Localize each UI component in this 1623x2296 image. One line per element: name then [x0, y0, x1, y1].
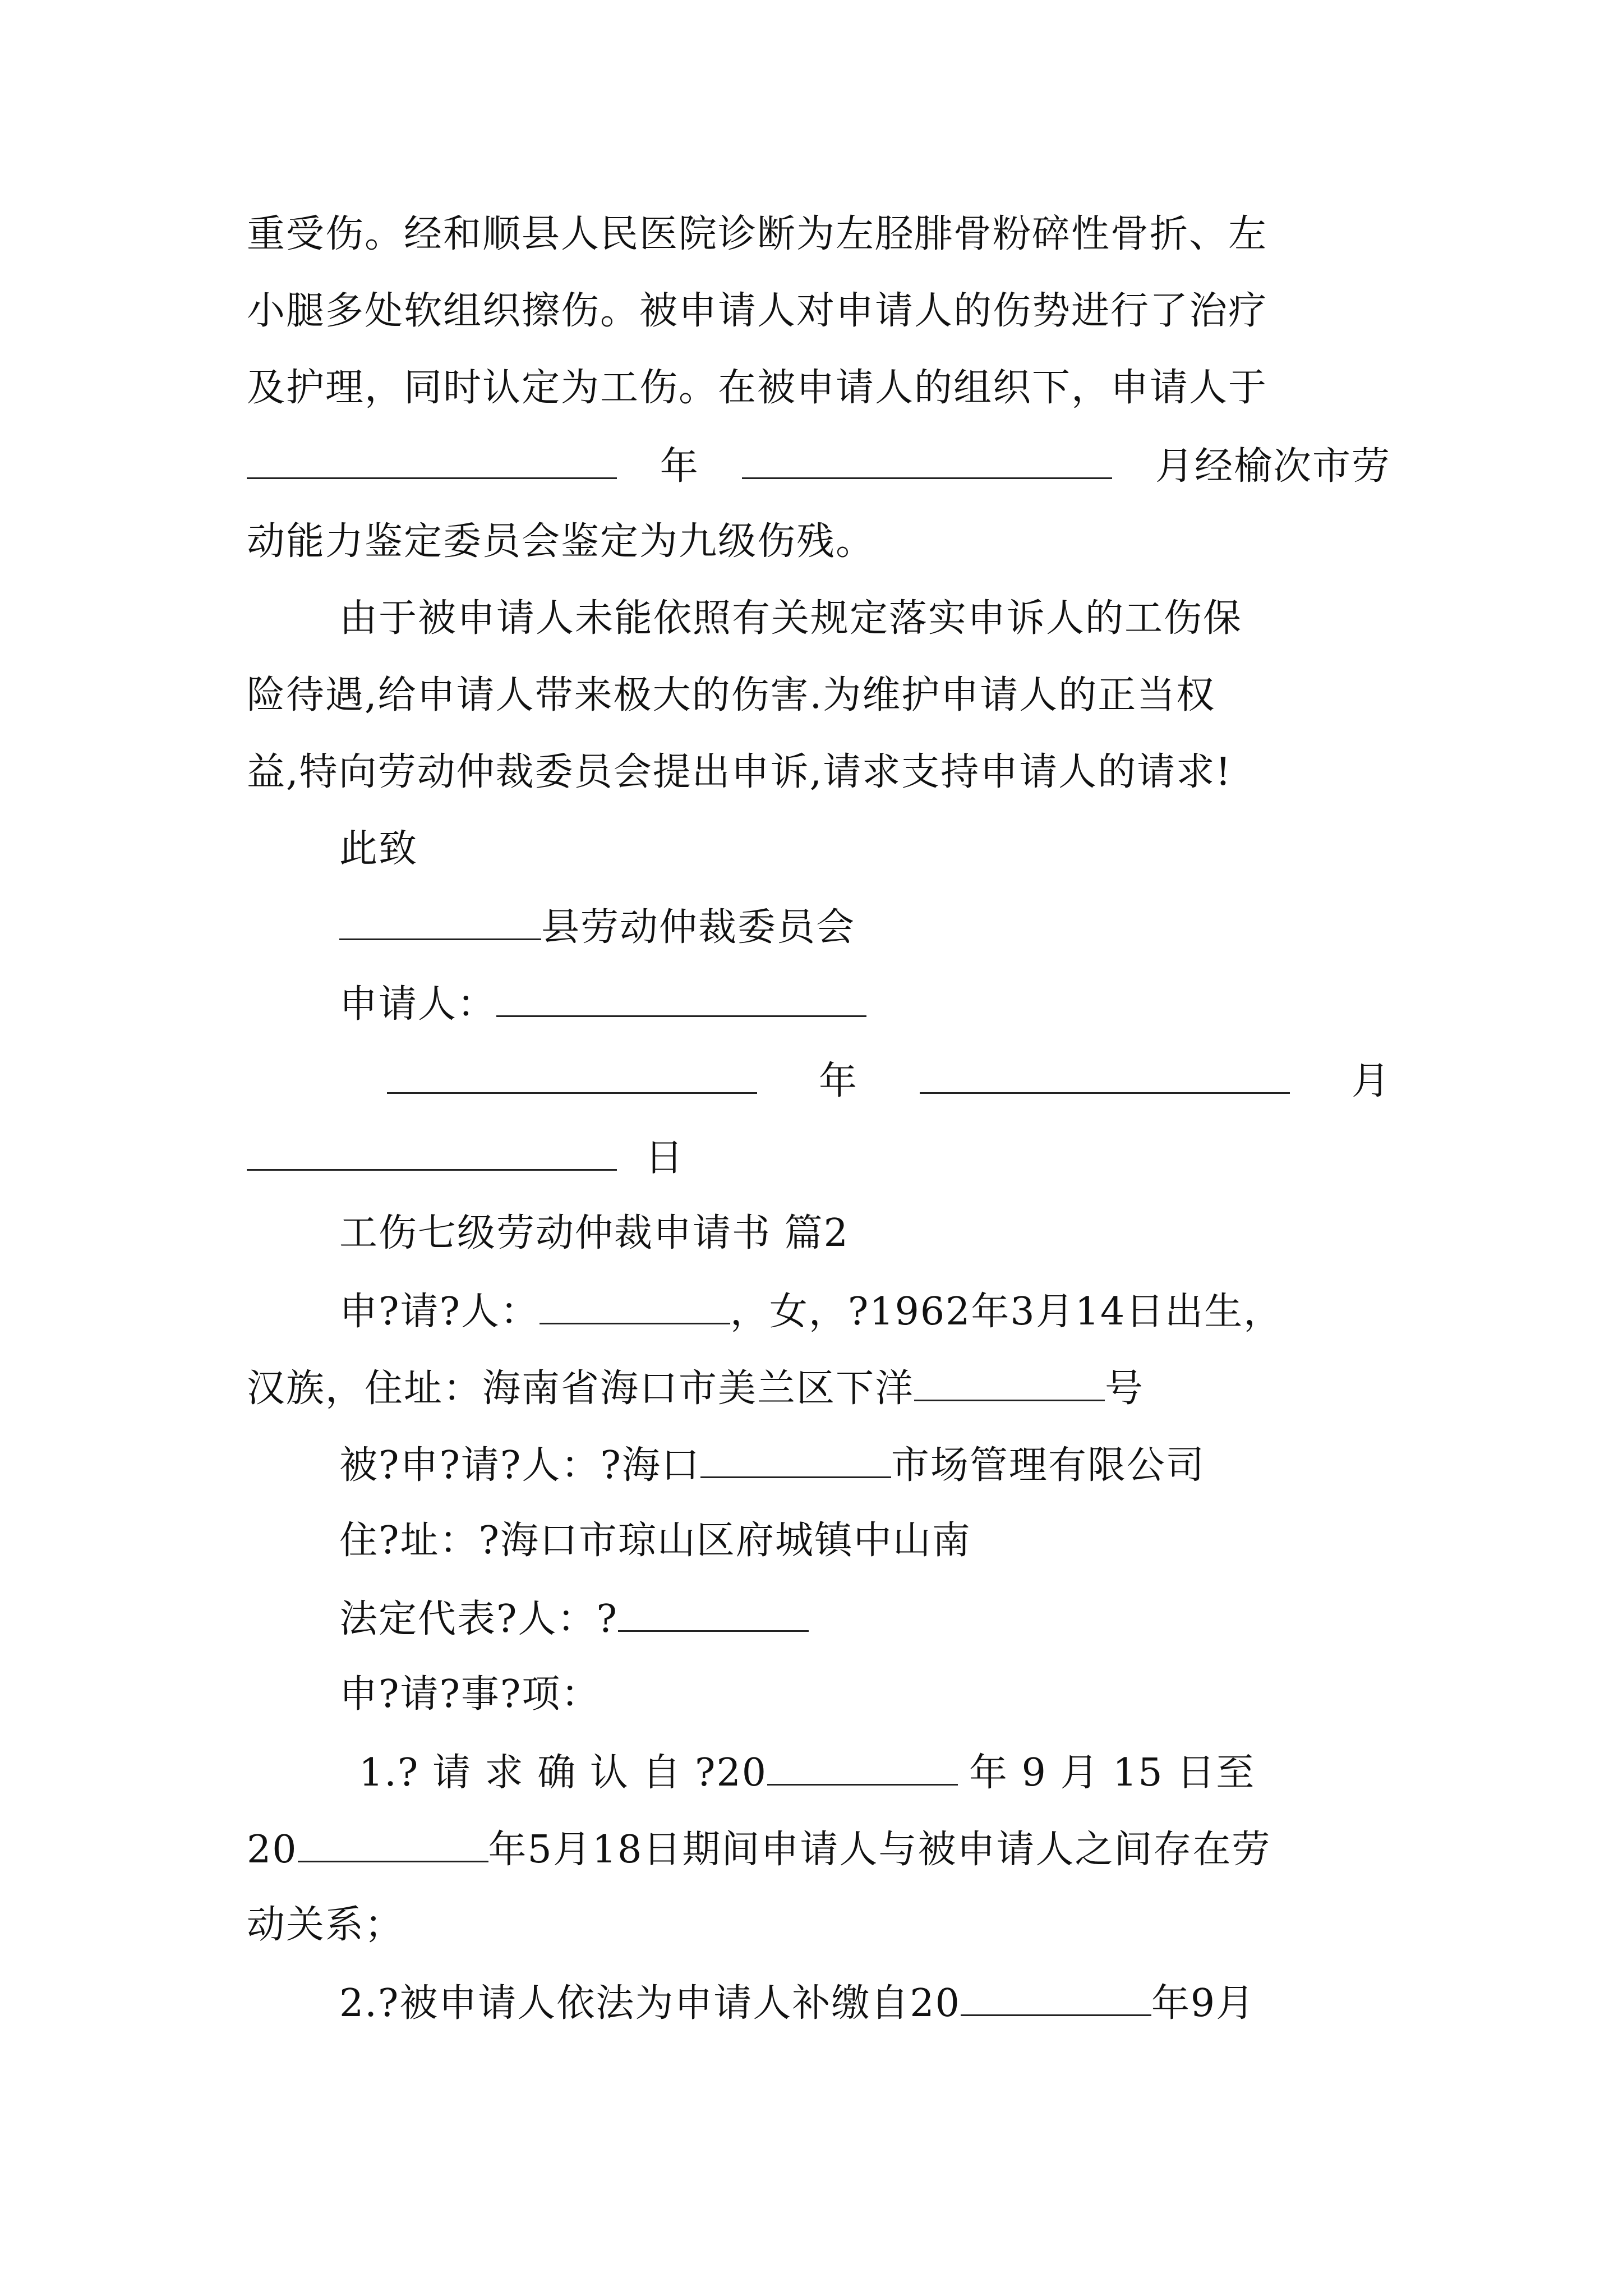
paragraph-line: 小腿多处软组织擦伤。被申请人对申请人的伤势进行了治疗 [247, 289, 1268, 333]
address-line [247, 1365, 1391, 1411]
text-segment: 被?申?请?人：?海口 [339, 1443, 700, 1488]
item-line [247, 1826, 1391, 1872]
blank-field [618, 1595, 809, 1632]
item-line [359, 1749, 1391, 1796]
month-label: 月 [1351, 1059, 1391, 1103]
blank-field [387, 1057, 757, 1094]
blank-field [339, 904, 541, 940]
date-line [387, 1057, 1391, 1104]
blank-field [700, 1442, 891, 1478]
item-line: 动关系； [247, 1903, 404, 1947]
salutation: 此致 [339, 827, 418, 871]
text-segment: 年 9 月 15 日至 [969, 1751, 1256, 1795]
text-segment: 市场管理有限公司 [891, 1443, 1205, 1488]
items-heading: 申?请?事?项： [339, 1672, 601, 1717]
blank-field [961, 1980, 1151, 2016]
blank-field [496, 981, 866, 1017]
blank-field [914, 1365, 1105, 1401]
blank-field [742, 443, 1112, 479]
legal-representative-line [339, 1595, 1391, 1642]
blank-field [247, 1134, 617, 1171]
year-label: 年 [660, 444, 699, 489]
text-segment: 法定代表?人：? [339, 1597, 618, 1641]
applicant-label: 申请人： [339, 982, 497, 1027]
addressee-line [339, 904, 1391, 950]
respondent-address: 住?址：?海口市琼山区府城镇中山南 [339, 1519, 971, 1563]
section-title: 工伤七级劳动仲裁申请书 篇2 [339, 1211, 849, 1255]
paragraph-line: 益,特向劳动仲裁委员会提出申诉,请求支持申请人的请求! [247, 750, 1232, 794]
text-segment: 申?请?人： [339, 1290, 540, 1334]
blank-field [767, 1749, 958, 1786]
text-segment: 1.? 请 求 确 认 自 ?20 [359, 1751, 768, 1795]
blank-field [247, 443, 617, 479]
text-segment: 月经榆次市劳 [1155, 444, 1391, 489]
text-segment: 号 [1105, 1366, 1145, 1411]
text-segment: 汉族，住址：海南省海口市美兰区下洋 [247, 1366, 915, 1411]
paragraph-line: 险待遇,给申请人带来极大的伤害.为维护申请人的正当权 [247, 673, 1216, 717]
item-line [339, 1980, 1391, 2026]
respondent-line [339, 1442, 1391, 1488]
blank-field [298, 1826, 488, 1862]
text-segment: 2.?被申请人依法为申请人补缴自20 [339, 1981, 961, 2026]
text-segment: ，女，?1962年3月14日出生， [730, 1290, 1283, 1334]
date-line [247, 443, 1391, 489]
blank-field [540, 1288, 730, 1324]
paragraph-line: 由于被申请人未能依照有关规定落实申诉人的工伤保 [339, 596, 1243, 641]
text-segment: 年9月 [1151, 1981, 1256, 2026]
day-label: 日 [645, 1136, 685, 1180]
paragraph-line: 重受伤。经和顺县人民医院诊断为左胫腓骨粉碎性骨折、左 [247, 212, 1268, 256]
text-segment: 年5月18日期间申请人与被申请人之间存在劳 [488, 1828, 1271, 1872]
text-segment: 20 [247, 1828, 298, 1872]
applicant-signature-line [339, 981, 1391, 1027]
committee-name: 县劳动仲裁委员会 [541, 905, 856, 950]
applicant-line [339, 1288, 1391, 1335]
blank-field [920, 1057, 1290, 1094]
year-label: 年 [818, 1059, 858, 1103]
date-day-line [247, 1134, 1391, 1181]
paragraph-line: 动能力鉴定委员会鉴定为九级伤残。 [247, 519, 875, 564]
paragraph-line: 及护理，同时认定为工伤。在被申请人的组织下，申请人于 [247, 366, 1268, 410]
